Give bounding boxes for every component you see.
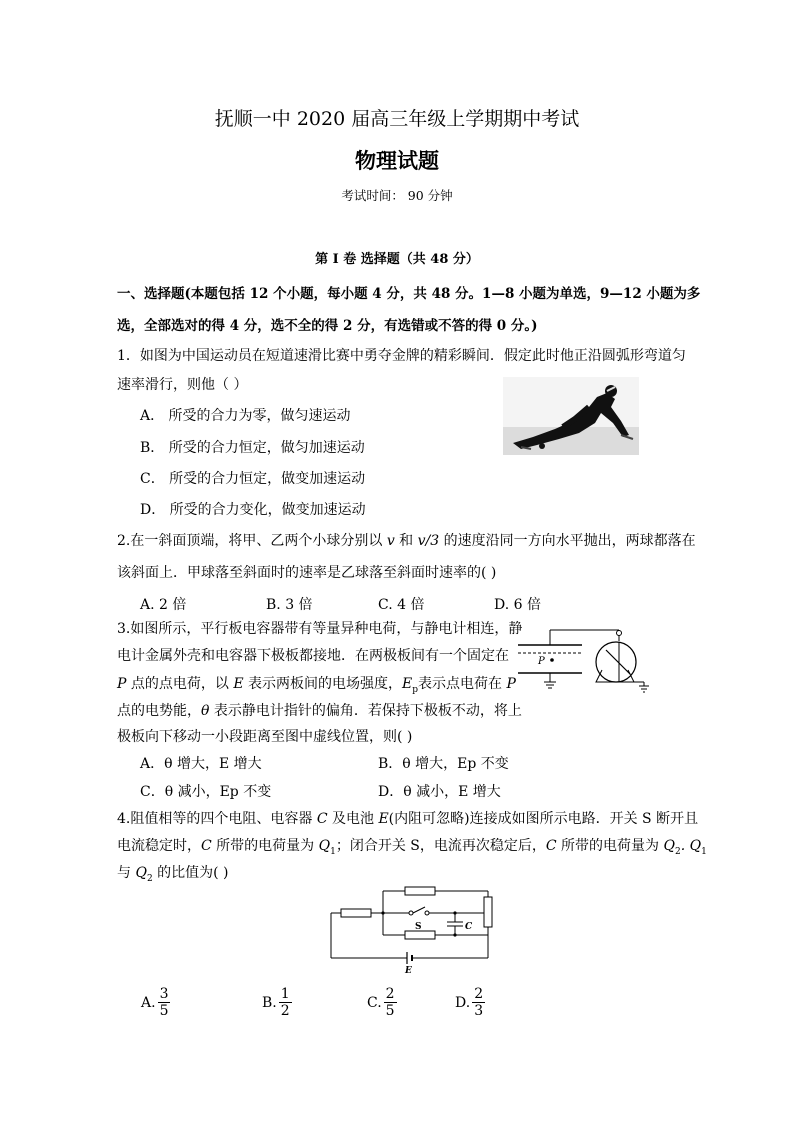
q4-var-q: Q bbox=[135, 865, 147, 881]
q1-stem-line1: 1．如图为中国运动员在短道速滑比赛中勇夺金牌的精彩瞬间．假定此时他正沿圆弧形弯道匀 bbox=[117, 348, 686, 364]
q4-option-c-denominator: 5 bbox=[385, 1003, 395, 1019]
q3-figure-label-p: P bbox=[538, 656, 545, 667]
q2-option-c: C. 4 倍 bbox=[378, 597, 425, 613]
q4-option-a-numerator: 3 bbox=[159, 986, 169, 1002]
q4-var-q: Q bbox=[318, 838, 331, 854]
q3-stem-line1: 3.如图所示，平行板电容器带有等量异种电荷，与静电计相连，静 bbox=[117, 621, 523, 637]
q3-var-p: P bbox=[117, 676, 127, 692]
q4-option-c-label: C. bbox=[367, 994, 382, 1011]
q4-option-d bbox=[455, 986, 485, 1019]
q3-text: 点的电势能， bbox=[117, 703, 201, 719]
q4-text: 所带的电荷量为 bbox=[556, 838, 664, 854]
q3-option-c: C．θ 减小，Ep 不变 bbox=[140, 784, 272, 800]
q4-text: ；闭合开关 S，电流再次稳定后， bbox=[335, 838, 546, 854]
q4-var-c: C bbox=[545, 838, 557, 854]
q4-option-a-denominator: 5 bbox=[159, 1003, 169, 1019]
q4-var-q: Q bbox=[663, 838, 675, 854]
q4-text: 及电池 bbox=[327, 811, 379, 827]
q4-text: 4.阻值相等的四个电阻、电容器 bbox=[117, 811, 317, 827]
q3-var-e: E bbox=[233, 676, 244, 692]
q2-option-b: B. 3 倍 bbox=[266, 597, 313, 613]
q2-option-d: D. 6 倍 bbox=[494, 597, 541, 613]
q4-option-b-denominator: 2 bbox=[280, 1003, 290, 1019]
q3-stem-line5: 极板向下移动一小段距离至图中虚线位置，则( ) bbox=[117, 729, 413, 745]
q4-stem-line1 bbox=[117, 808, 698, 828]
q3-stem-line3 bbox=[117, 673, 516, 695]
q4-text: 电流稳定时， bbox=[117, 838, 201, 854]
q4-sub: 2 bbox=[675, 846, 681, 857]
q3-option-d: D．θ 减小，E 增大 bbox=[378, 784, 501, 800]
q2-text-c: 的速度沿同一方向水平抛出，两球都落在 bbox=[439, 533, 696, 549]
q3-option-b: B．θ 增大，Ep 不变 bbox=[378, 756, 509, 772]
section-instructions-line1: 一、选择题(本题包括 12 个小题，每小题 4 分，共 48 分。1—8 小题为单选，9—12 小题为多 bbox=[117, 286, 701, 302]
q4-option-b-numerator: 1 bbox=[280, 986, 290, 1002]
q2-stem-line2: 该斜面上．甲球落至斜面时的速率是乙球落至斜面时速率的( ) bbox=[117, 565, 497, 581]
q4-option-c-numerator: 2 bbox=[385, 986, 395, 1002]
q4-sub: 1 bbox=[330, 846, 336, 857]
q4-var-e: E bbox=[378, 811, 389, 827]
circuit-label-c: C bbox=[465, 922, 473, 932]
q3-stem-line4 bbox=[117, 700, 522, 720]
q2-option-a: A. 2 倍 bbox=[140, 597, 187, 613]
section-instructions-line2: 选，全部选对的得 4 分，选不全的得 2 分，有选错或不答的得 0 分。) bbox=[117, 318, 538, 334]
q2-text-a: 2.在一斜面顶端，将甲、乙两个小球分别以 bbox=[117, 533, 387, 549]
q1-option-c: C． 所受的合力恒定，做变加速运动 bbox=[140, 471, 366, 487]
q3-text: 表示两板间的电场强度， bbox=[243, 676, 403, 692]
q3-option-a: A．θ 增大，E 增大 bbox=[140, 756, 262, 772]
q3-var-theta: θ bbox=[201, 703, 210, 719]
q4-text: 的比值为( ) bbox=[152, 865, 229, 881]
q4-var-c: C bbox=[201, 838, 212, 854]
exam-school-title: 抚顺一中 2020 届高三年级上学期期中考试 bbox=[214, 108, 580, 130]
q4-sub: 2 bbox=[146, 873, 153, 884]
q4-option-d-numerator: 2 bbox=[474, 986, 484, 1002]
circuit-label-e: E bbox=[405, 966, 412, 973]
q4-option-b-label: B. bbox=[262, 994, 277, 1011]
q4-text: 所带的电荷量为 bbox=[211, 838, 319, 854]
q3-var-ep: E bbox=[402, 676, 413, 692]
exam-subject-title: 物理试题 bbox=[355, 148, 439, 173]
q4-var-q: . Q bbox=[680, 838, 702, 854]
q4-option-a bbox=[141, 986, 170, 1019]
q4-stem-line3 bbox=[117, 862, 229, 884]
q3-sub-p: p bbox=[412, 684, 419, 695]
q2-var-v: v bbox=[386, 533, 395, 549]
q4-text: (内阻可忽略)连接成如图所示电路．开关 S 断开且 bbox=[388, 811, 699, 827]
q4-option-a-label: A. bbox=[141, 994, 156, 1011]
q3-text: 点的点电荷，以 bbox=[126, 676, 234, 692]
q2-stem-line1 bbox=[117, 530, 696, 550]
q4-option-d-denominator: 3 bbox=[474, 1003, 484, 1019]
q4-var-c: C bbox=[316, 811, 328, 827]
circuit-diagram bbox=[325, 883, 500, 973]
capacitor-electrometer-diagram bbox=[510, 620, 660, 700]
q3-var-p: P bbox=[506, 676, 516, 692]
speed-skater-image bbox=[503, 377, 639, 455]
q4-option-c bbox=[367, 986, 397, 1019]
q3-text: 表示点电荷在 bbox=[418, 676, 507, 692]
q3-stem-line2: 电计金属外壳和电容器下极板都接地．在两极板间有一个固定在 bbox=[117, 648, 509, 664]
q2-text-b: 和 bbox=[394, 533, 418, 549]
q1-option-d: D． 所受的合力变化，做变加速运动 bbox=[140, 502, 366, 518]
q1-option-a: A． 所受的合力为零，做匀速运动 bbox=[140, 408, 351, 424]
q4-text: 与 bbox=[117, 865, 136, 881]
circuit-label-s: S bbox=[415, 922, 422, 932]
part-heading: 第 I 卷 选择题（共 48 分） bbox=[315, 252, 479, 267]
q4-stem-line2 bbox=[117, 835, 707, 857]
q4-sub: 1 bbox=[701, 846, 707, 857]
q4-option-b bbox=[262, 986, 292, 1019]
q1-option-b: B． 所受的合力恒定，做匀加速运动 bbox=[140, 440, 365, 456]
q1-stem-line2: 速率滑行，则他（ ） bbox=[117, 377, 248, 393]
exam-time: 考试时间： 90 分钟 bbox=[341, 188, 453, 203]
q3-text: 表示静电计指针的偏角．若保持下极板不动，将上 bbox=[209, 703, 522, 719]
q4-option-d-label: D. bbox=[455, 994, 471, 1011]
q2-var-v3: v/3 bbox=[417, 533, 440, 549]
